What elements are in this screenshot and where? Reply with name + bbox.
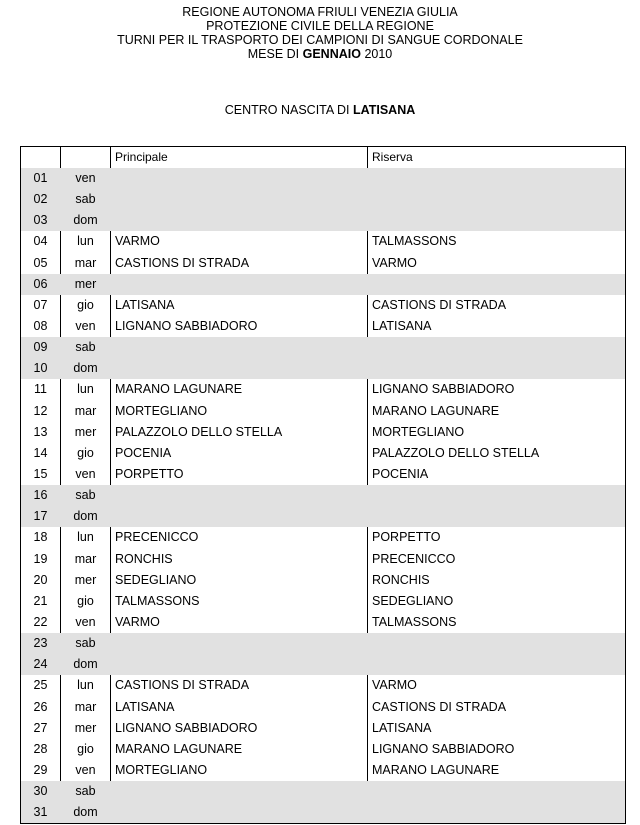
cell-day-number: 03	[33, 213, 48, 228]
cell-riserva: MARANO LAGUNARE	[372, 762, 500, 777]
cell-day-number: 31	[33, 805, 48, 820]
cell-weekday: mer	[74, 720, 97, 735]
cell-weekday: ven	[75, 466, 96, 481]
header-month	[0, 47, 640, 61]
header-cell-principale: Principale	[115, 150, 168, 164]
table-row	[21, 316, 625, 337]
table-row	[21, 168, 625, 189]
cell-riserva: SEDEGLIANO	[372, 593, 454, 608]
cell-day-number: 10	[33, 361, 48, 376]
cell-weekday: mar	[74, 551, 97, 566]
table-row	[21, 612, 625, 633]
cell-weekday: dom	[73, 805, 98, 820]
cell-principale	[115, 781, 365, 802]
cell-principale	[115, 633, 365, 654]
cell-day-number: 02	[33, 192, 48, 207]
cell-principale: VARMO	[115, 234, 160, 249]
cell-weekday: ven	[75, 318, 96, 333]
cell-principale	[115, 274, 365, 295]
table-row	[21, 718, 625, 739]
header-month-year: 2010	[360, 47, 393, 61]
cell-riserva: PORPETTO	[372, 530, 441, 545]
table-row	[21, 633, 625, 654]
cell-principale	[115, 168, 365, 189]
cell-weekday: mar	[74, 255, 97, 270]
header-month-prefix: MESE DI	[247, 47, 303, 61]
cell-principale	[115, 358, 365, 379]
cell-riserva	[372, 506, 622, 527]
cell-principale: LATISANA	[115, 297, 175, 312]
cell-day-number: 09	[33, 340, 48, 355]
cell-riserva: VARMO	[372, 678, 417, 693]
cell-riserva	[372, 210, 622, 231]
cell-weekday: mer	[74, 424, 97, 439]
cell-principale: LIGNANO SABBIADORO	[115, 318, 258, 333]
cell-weekday: gio	[77, 593, 94, 608]
table-row	[21, 739, 625, 760]
cell-principale: MORTEGLIANO	[115, 762, 208, 777]
cell-day-number: 15	[33, 466, 48, 481]
cell-riserva: MORTEGLIANO	[372, 424, 465, 439]
cell-day-number: 14	[33, 445, 48, 460]
table-row	[21, 379, 625, 400]
shift-table	[20, 146, 626, 824]
cell-principale	[115, 337, 365, 358]
cell-riserva: PRECENICCO	[372, 551, 456, 566]
cell-day-number: 28	[33, 741, 48, 756]
header-cell-riserva: Riserva	[372, 150, 413, 164]
cell-day-number: 20	[33, 572, 48, 587]
header-month-name: GENNAIO	[302, 47, 361, 61]
cell-riserva	[372, 358, 622, 379]
cell-principale	[115, 654, 365, 675]
cell-day-number: 01	[33, 171, 48, 185]
cell-riserva: PALAZZOLO DELLO STELLA	[372, 445, 540, 460]
cell-riserva	[372, 654, 622, 675]
table-row	[21, 295, 625, 316]
cell-riserva: CASTIONS DI STRADA	[372, 699, 507, 714]
cell-principale: POCENIA	[115, 445, 172, 460]
header-cell-day	[61, 147, 110, 168]
cell-riserva	[372, 633, 622, 654]
centre-prefix: CENTRO NASCITA DI	[224, 103, 353, 117]
table-row	[21, 760, 625, 781]
cell-day-number: 22	[33, 614, 48, 629]
cell-day-number: 27	[33, 720, 48, 735]
cell-day-number: 13	[33, 424, 48, 439]
table-row	[21, 675, 625, 696]
cell-weekday: ven	[75, 614, 96, 629]
cell-day-number: 29	[33, 762, 48, 777]
cell-riserva: LATISANA	[372, 318, 432, 333]
table-row	[21, 802, 625, 823]
cell-weekday: mer	[74, 572, 97, 587]
cell-riserva	[372, 168, 622, 189]
table-row	[21, 443, 625, 464]
cell-day-number: 25	[33, 678, 48, 693]
table-row	[21, 189, 625, 210]
cell-riserva: LIGNANO SABBIADORO	[372, 741, 515, 756]
cell-weekday: sab	[75, 192, 96, 207]
table-row	[21, 506, 625, 527]
cell-principale: VARMO	[115, 614, 160, 629]
cell-principale: PALAZZOLO DELLO STELLA	[115, 424, 283, 439]
table-row	[21, 401, 625, 422]
centre-title	[0, 103, 640, 117]
cell-riserva: VARMO	[372, 255, 417, 270]
cell-day-number: 12	[33, 403, 48, 418]
table-row	[21, 591, 625, 612]
cell-principale: LIGNANO SABBIADORO	[115, 720, 258, 735]
cell-riserva: TALMASSONS	[372, 234, 457, 249]
cell-weekday: sab	[75, 636, 96, 651]
table-row	[21, 358, 625, 379]
cell-riserva: CASTIONS DI STRADA	[372, 297, 507, 312]
cell-principale: MARANO LAGUNARE	[115, 382, 243, 397]
cell-day-number: 26	[33, 699, 48, 714]
cell-principale	[115, 506, 365, 527]
cell-day-number: 11	[34, 382, 47, 397]
cell-riserva: RONCHIS	[372, 572, 430, 587]
cell-principale	[115, 802, 365, 823]
cell-weekday: sab	[75, 784, 96, 799]
cell-day-number: 06	[33, 276, 48, 291]
table-row	[21, 570, 625, 591]
cell-principale: PORPETTO	[115, 466, 184, 481]
cell-riserva	[372, 781, 622, 802]
cell-day-number: 24	[33, 657, 48, 672]
cell-day-number: 19	[33, 551, 48, 566]
table-row	[21, 337, 625, 358]
cell-riserva	[372, 189, 622, 210]
table-row	[21, 527, 625, 548]
table-header-row	[21, 147, 625, 168]
cell-riserva: LIGNANO SABBIADORO	[372, 382, 515, 397]
cell-principale: MORTEGLIANO	[115, 403, 208, 418]
cell-day-number: 07	[33, 297, 48, 312]
cell-principale: LATISANA	[115, 699, 175, 714]
cell-weekday: gio	[77, 741, 94, 756]
cell-principale	[115, 485, 365, 506]
header-region: REGIONE AUTONOMA FRIULI VENEZIA GIULIA	[182, 5, 458, 19]
cell-weekday: sab	[75, 488, 96, 503]
cell-principale: CASTIONS DI STRADA	[115, 255, 250, 270]
cell-weekday: sab	[75, 340, 96, 355]
header-cell-num	[21, 147, 60, 168]
table-row	[21, 654, 625, 675]
cell-day-number: 16	[33, 488, 48, 503]
cell-day-number: 23	[33, 636, 48, 651]
table-row	[21, 253, 625, 274]
table-body	[21, 168, 625, 823]
cell-principale: CASTIONS DI STRADA	[115, 678, 250, 693]
cell-weekday: mer	[74, 276, 97, 291]
centre-name: LATISANA	[353, 103, 416, 117]
cell-principale: RONCHIS	[115, 551, 173, 566]
table-row	[21, 485, 625, 506]
cell-weekday: dom	[73, 213, 98, 228]
table-row	[21, 231, 625, 252]
cell-riserva: LATISANA	[372, 720, 432, 735]
table-row	[21, 422, 625, 443]
table-row	[21, 781, 625, 802]
cell-riserva	[372, 485, 622, 506]
table-row	[21, 549, 625, 570]
cell-weekday: dom	[73, 657, 98, 672]
table-row	[21, 697, 625, 718]
table-row	[21, 274, 625, 295]
cell-riserva: MARANO LAGUNARE	[372, 403, 500, 418]
cell-weekday: lun	[77, 530, 94, 545]
table-row	[21, 464, 625, 485]
cell-weekday: dom	[73, 361, 98, 376]
cell-weekday: gio	[77, 297, 94, 312]
cell-day-number: 17	[33, 509, 48, 524]
table-row	[21, 210, 625, 231]
cell-day-number: 05	[33, 255, 48, 270]
cell-day-number: 21	[33, 593, 48, 608]
cell-riserva	[372, 802, 622, 823]
cell-day-number: 08	[33, 318, 48, 333]
cell-riserva: POCENIA	[372, 466, 429, 481]
cell-day-number: 30	[33, 784, 48, 799]
cell-day-number: 04	[33, 234, 48, 249]
cell-weekday: lun	[77, 678, 94, 693]
cell-day-number: 18	[33, 530, 48, 545]
cell-riserva: TALMASSONS	[372, 614, 457, 629]
header-subject: TURNI PER IL TRASPORTO DEI CAMPIONI DI SANGUE CORDONALE	[117, 33, 523, 47]
cell-weekday: ven	[75, 762, 96, 777]
cell-weekday: dom	[73, 509, 98, 524]
cell-principale: PRECENICCO	[115, 530, 199, 545]
document-header	[0, 5, 640, 61]
cell-riserva	[372, 274, 622, 295]
cell-weekday: ven	[75, 171, 96, 185]
cell-weekday: mar	[74, 403, 97, 418]
cell-principale: SEDEGLIANO	[115, 572, 197, 587]
header-protezione-civile: PROTEZIONE CIVILE DELLA REGIONE	[206, 19, 434, 33]
cell-weekday: mar	[74, 699, 97, 714]
cell-weekday: gio	[77, 445, 94, 460]
cell-riserva	[372, 337, 622, 358]
cell-principale: TALMASSONS	[115, 593, 200, 608]
cell-principale: MARANO LAGUNARE	[115, 741, 243, 756]
cell-principale	[115, 189, 365, 210]
cell-weekday: lun	[77, 382, 94, 397]
cell-principale	[115, 210, 365, 231]
cell-weekday: lun	[77, 234, 94, 249]
